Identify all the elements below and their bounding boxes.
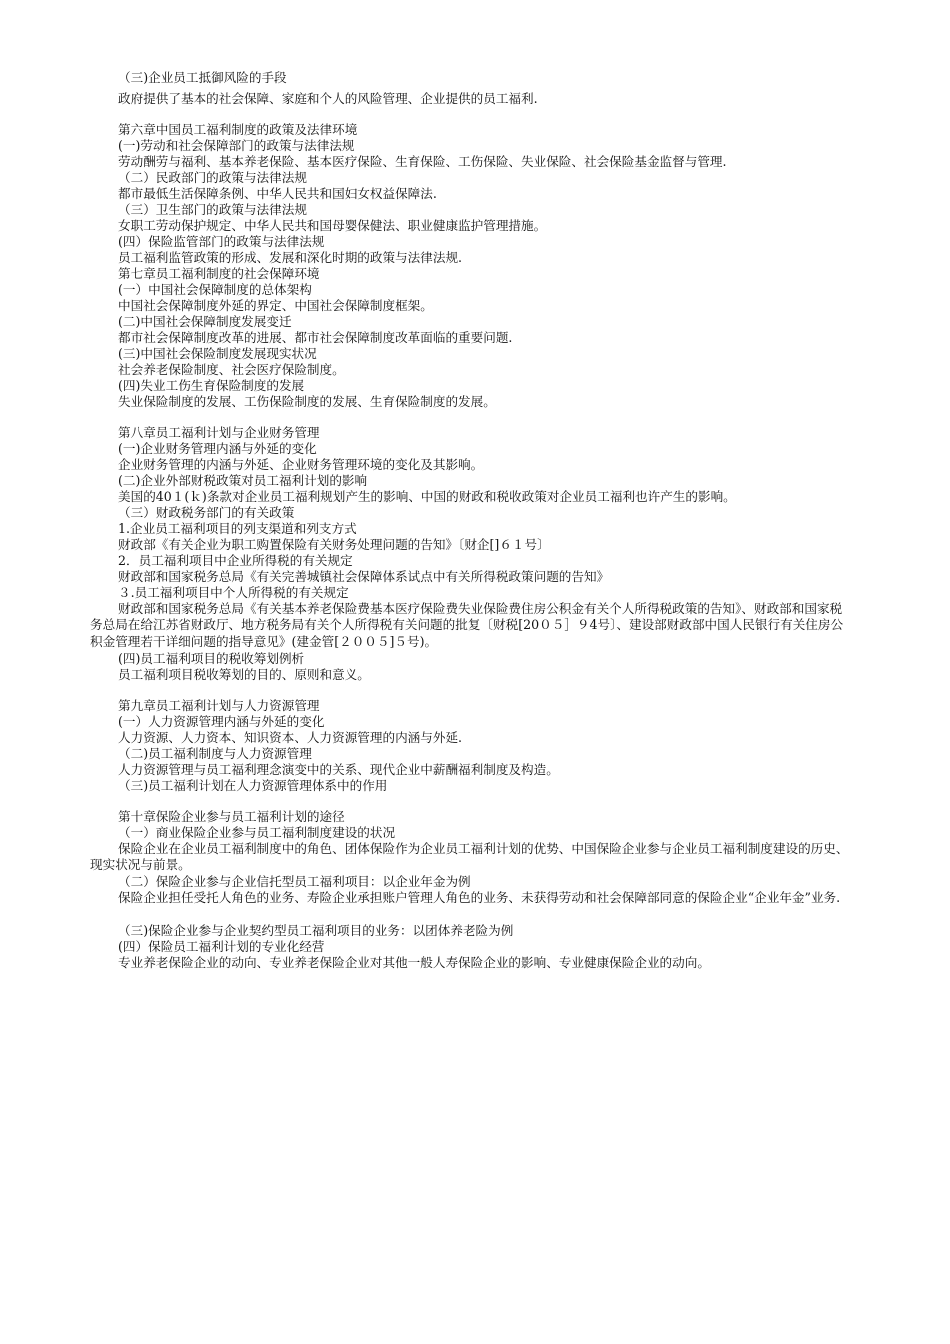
sub-heading: 1.企业员工福利项目的列支渠道和列支方式 — [118, 521, 357, 536]
body-line: 员工福利监管政策的形成、发展和深化时期的政策与法律法规. — [118, 250, 463, 265]
body-line: 专业养老保险企业的动向、专业养老保险企业对其他一般人寿保险企业的影响、专业健康保险企业的动向。 — [118, 955, 710, 970]
section-heading: （二)员工福利制度与人力资源管理 — [118, 746, 312, 761]
body-line: 政府提供了基本的社会保障、家庭和个人的风险管理、企业提供的员工福利. — [118, 91, 538, 106]
section-heading: (四)失业工伤生育保险制度的发展 — [118, 378, 305, 393]
section-heading: (四)员工福利项目的税收筹划例析 — [118, 651, 305, 666]
chapter-title: 第七章员工福利制度的社会保障环境 — [118, 266, 320, 281]
body-line: 人力资源、人力资本、知识资本、人力资源管理的内涵与外延. — [118, 730, 463, 745]
sub-heading: 2．员工福利项目中企业所得税的有关规定 — [118, 553, 353, 568]
section-heading: （三)员工福利计划在人力资源管理体系中的作用 — [118, 778, 388, 793]
body-line: 人力资源管理与员工福利理念演变中的关系、现代企业中薪酬福利制度及构造。 — [118, 762, 559, 777]
body-line: 都市社会保障制度改革的进展、都市社会保障制度改革面临的重要问题. — [118, 330, 513, 345]
body-line: 劳动酬劳与福利、基本养老保险、基本医疗保险、生育保险、工伤保险、失业保险、社会保险基金监督与管理. — [118, 154, 727, 169]
section-heading: （一）商业保险企业参与员工福利制度建设的状况 — [118, 825, 396, 840]
body-line: 女职工劳动保护规定、中华人民共和国母婴保健法、职业健康监护管理措施。 — [118, 218, 547, 233]
section-heading: (四）保险员工福利计划的专业化经营 — [118, 939, 325, 954]
section-heading: （三)企业员工抵御风险的手段 — [118, 70, 287, 85]
section-heading: (一)企业财务管理内涵与外延的变化 — [118, 441, 317, 456]
section-heading: (四）保险监管部门的政策与法律法规 — [118, 234, 325, 249]
section-heading: (二)中国社会保障制度发展变迁 — [118, 314, 292, 329]
section-heading: (一）人力资源管理内涵与外延的变化 — [118, 714, 325, 729]
chapter-title: 第六章中国员工福利制度的政策及法律环境 — [118, 122, 358, 137]
chapter-title: 第九章员工福利计划与人力资源管理 — [118, 698, 320, 713]
body-line: 中国社会保障制度外延的界定、中国社会保障制度框架。 — [118, 298, 433, 313]
chapter-title: 第八章员工福利计划与企业财务管理 — [118, 425, 320, 440]
section-heading: （二）保险企业参与企业信托型员工福利项目：以企业年金为例 — [118, 874, 471, 889]
sub-heading: ３.员工福利项目中个人所得税的有关规定 — [118, 585, 349, 600]
body-line: 财政部和国家税务总局《有关完善城镇社会保障体系试点中有关所得税政策问题的告知》 — [118, 569, 610, 584]
section-heading: (三)中国社会保险制度发展现实状况 — [118, 346, 317, 361]
body-line: 美国的40１(ｋ)条款对企业员工福利规划产生的影响、中国的财政和税收政策对企业员工福利也许产生的影响。 — [118, 489, 736, 504]
chapter-title: 第十章保险企业参与员工福利计划的途径 — [118, 809, 345, 824]
body-paragraph: 财政部和国家税务总局《有关基本养老保险费基本医疗保险费失业保险费住房公积金有关个人所得税政策的告知》、财政部和国家税务总局在给江苏省财政厅、地方税务局有关个人所得税有关问题的批复〔财税[20０５］９4号〕、建设部财政部中国人民银行有关住房公积金管理若干详细问题的指导意见》(建金管[２００５]５号)。 — [90, 601, 844, 649]
body-paragraph: 保险企业在企业员工福利制度中的角色、团体保险作为企业员工福利计划的优势、中国保险企业参与企业员工福利制度建设的历史、现实状况与前景。 — [90, 841, 849, 873]
body-paragraph: 保险企业担任受托人角色的业务、寿险企业承担账户管理人角色的业务、未获得劳动和社会保障部同意的保险企业“企业年金”业务. — [118, 890, 841, 905]
section-heading: （三)保险企业参与企业契约型员工福利项目的业务：以团体养老险为例 — [118, 923, 514, 938]
section-heading: (二)企业外部财税政策对员工福利计划的影响 — [118, 473, 368, 488]
section-heading: (一）中国社会保障制度的总体架构 — [118, 282, 312, 297]
body-line: 员工福利项目税收筹划的目的、原则和意义。 — [118, 667, 370, 682]
section-heading: （二）民政部门的政策与法律法规 — [118, 170, 307, 185]
body-line: 社会养老保险制度、社会医疗保险制度。 — [118, 362, 345, 377]
section-heading: (一)劳动和社会保障部门的政策与法律法规 — [118, 138, 355, 153]
section-heading: （三）卫生部门的政策与法律法规 — [118, 202, 307, 217]
body-line: 财政部《有关企业为职工购置保险有关财务处理问题的告知》〔财企[]６１号〕 — [118, 537, 550, 552]
body-line: 失业保险制度的发展、工伤保险制度的发展、生育保险制度的发展。 — [118, 394, 496, 409]
body-line: 企业财务管理的内涵与外延、企业财务管理环境的变化及其影响。 — [118, 457, 484, 472]
section-heading: （三）财政税务部门的有关政策 — [118, 505, 295, 520]
body-line: 都市最低生活保障条例、中华人民共和国妇女权益保障法. — [118, 186, 437, 201]
